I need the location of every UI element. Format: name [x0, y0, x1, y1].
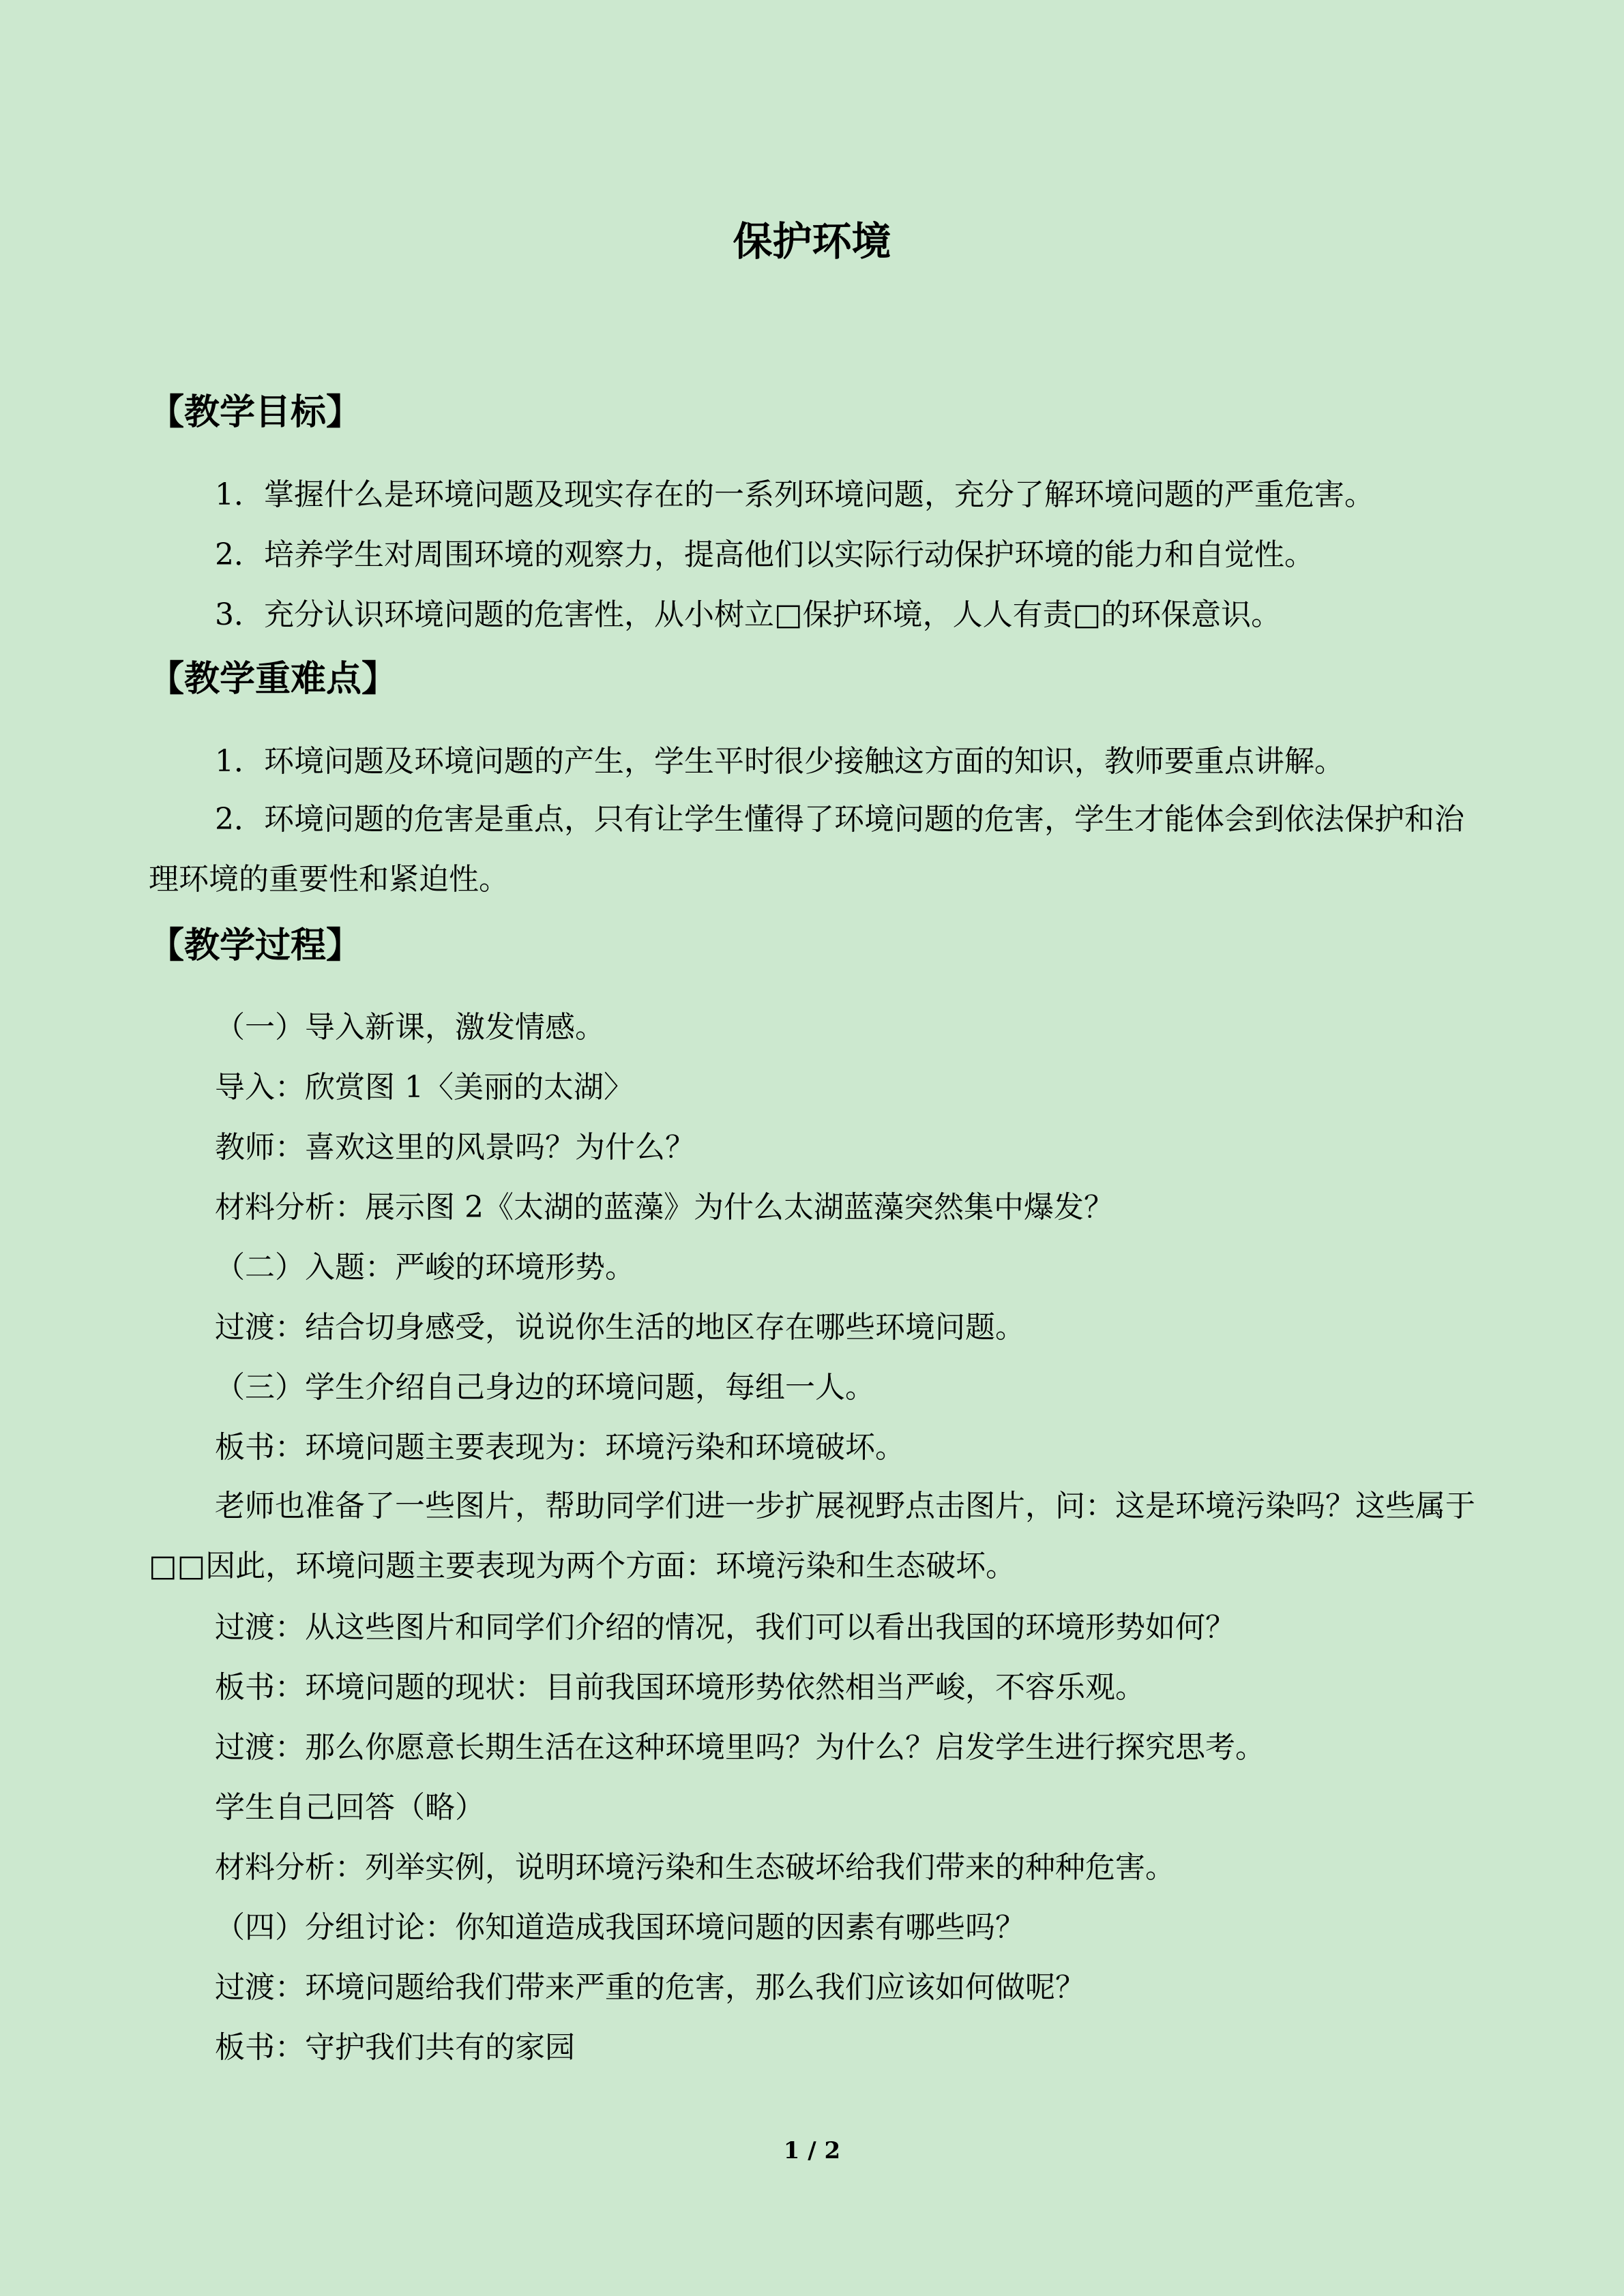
section-heading-process: 【教学过程】: [149, 925, 362, 966]
process-item: 过渡：从这些图片和同学们介绍的情况，我们可以看出我国的环境形势如何？: [215, 1610, 1235, 1645]
process-item: 板书：守护我们共有的家园: [215, 2030, 575, 2065]
section-heading-key-points: 【教学重难点】: [149, 658, 398, 700]
key-point-item: 1．环境问题及环境问题的产生，学生平时很少接触这方面的知识，教师要重点讲解。: [215, 744, 1344, 779]
process-item: 材料分析：列举实例，说明环境污染和生态破坏给我们带来的种种危害。: [215, 1850, 1175, 1885]
objective-item: 3．充分认识环境问题的危害性，从小树立□保护环境，人人有责□的环保意识。: [215, 597, 1282, 632]
process-item: 教师：喜欢这里的风景吗？为什么？: [215, 1130, 695, 1165]
section-heading-objectives: 【教学目标】: [149, 391, 362, 433]
key-point-item: 2．环境问题的危害是重点，只有让学生懂得了环境问题的危害，学生才能体会到依法保护和治理环境的重要性和紧迫性。: [149, 802, 1464, 897]
process-item: 过渡：环境问题给我们带来严重的危害，那么我们应该如何做呢？: [215, 1970, 1085, 2005]
process-item: 板书：环境问题的现状：目前我国环境形势依然相当严峻，不容乐观。: [215, 1670, 1145, 1705]
page-number: 1 / 2: [783, 2137, 841, 2164]
objective-item: 1．掌握什么是环境问题及现实存在的一系列环境问题，充分了解环境问题的严重危害。: [215, 477, 1374, 512]
objective-item: 2．培养学生对周围环境的观察力，提高他们以实际行动保护环境的能力和自觉性。: [215, 537, 1314, 572]
process-item: 板书：环境问题主要表现为：环境污染和环境破坏。: [215, 1430, 905, 1465]
process-item: 材料分析：展示图 2《太湖的蓝藻》为什么太湖蓝藻突然集中爆发？: [215, 1190, 1114, 1225]
process-item: 导入：欣赏图 1〈美丽的太湖〉: [215, 1070, 634, 1105]
process-item: （二）入题：严峻的环境形势。: [215, 1250, 635, 1285]
process-item: 过渡：结合切身感受，说说你生活的地区存在哪些环境问题。: [215, 1310, 1025, 1345]
process-item: 过渡：那么你愿意长期生活在这种环境里吗？为什么？启发学生进行探究思考。: [215, 1730, 1265, 1765]
process-item: 老师也准备了一些图片，帮助同学们进一步扩展视野点击图片，问：这是环境污染吗？这些属于□□因此，环境问题主要表现为两个方面：环境污染和生态破坏。: [149, 1489, 1475, 1583]
process-item: （四）分组讨论：你知道造成我国环境问题的因素有哪些吗？: [215, 1910, 1025, 1945]
process-item: （三）学生介绍自己身边的环境问题，每组一人。: [215, 1370, 875, 1405]
process-item: （一）导入新课，激发情感。: [215, 1010, 605, 1045]
page-title: 保护环境: [733, 218, 891, 265]
process-item: 学生自己回答（略）: [215, 1790, 485, 1825]
